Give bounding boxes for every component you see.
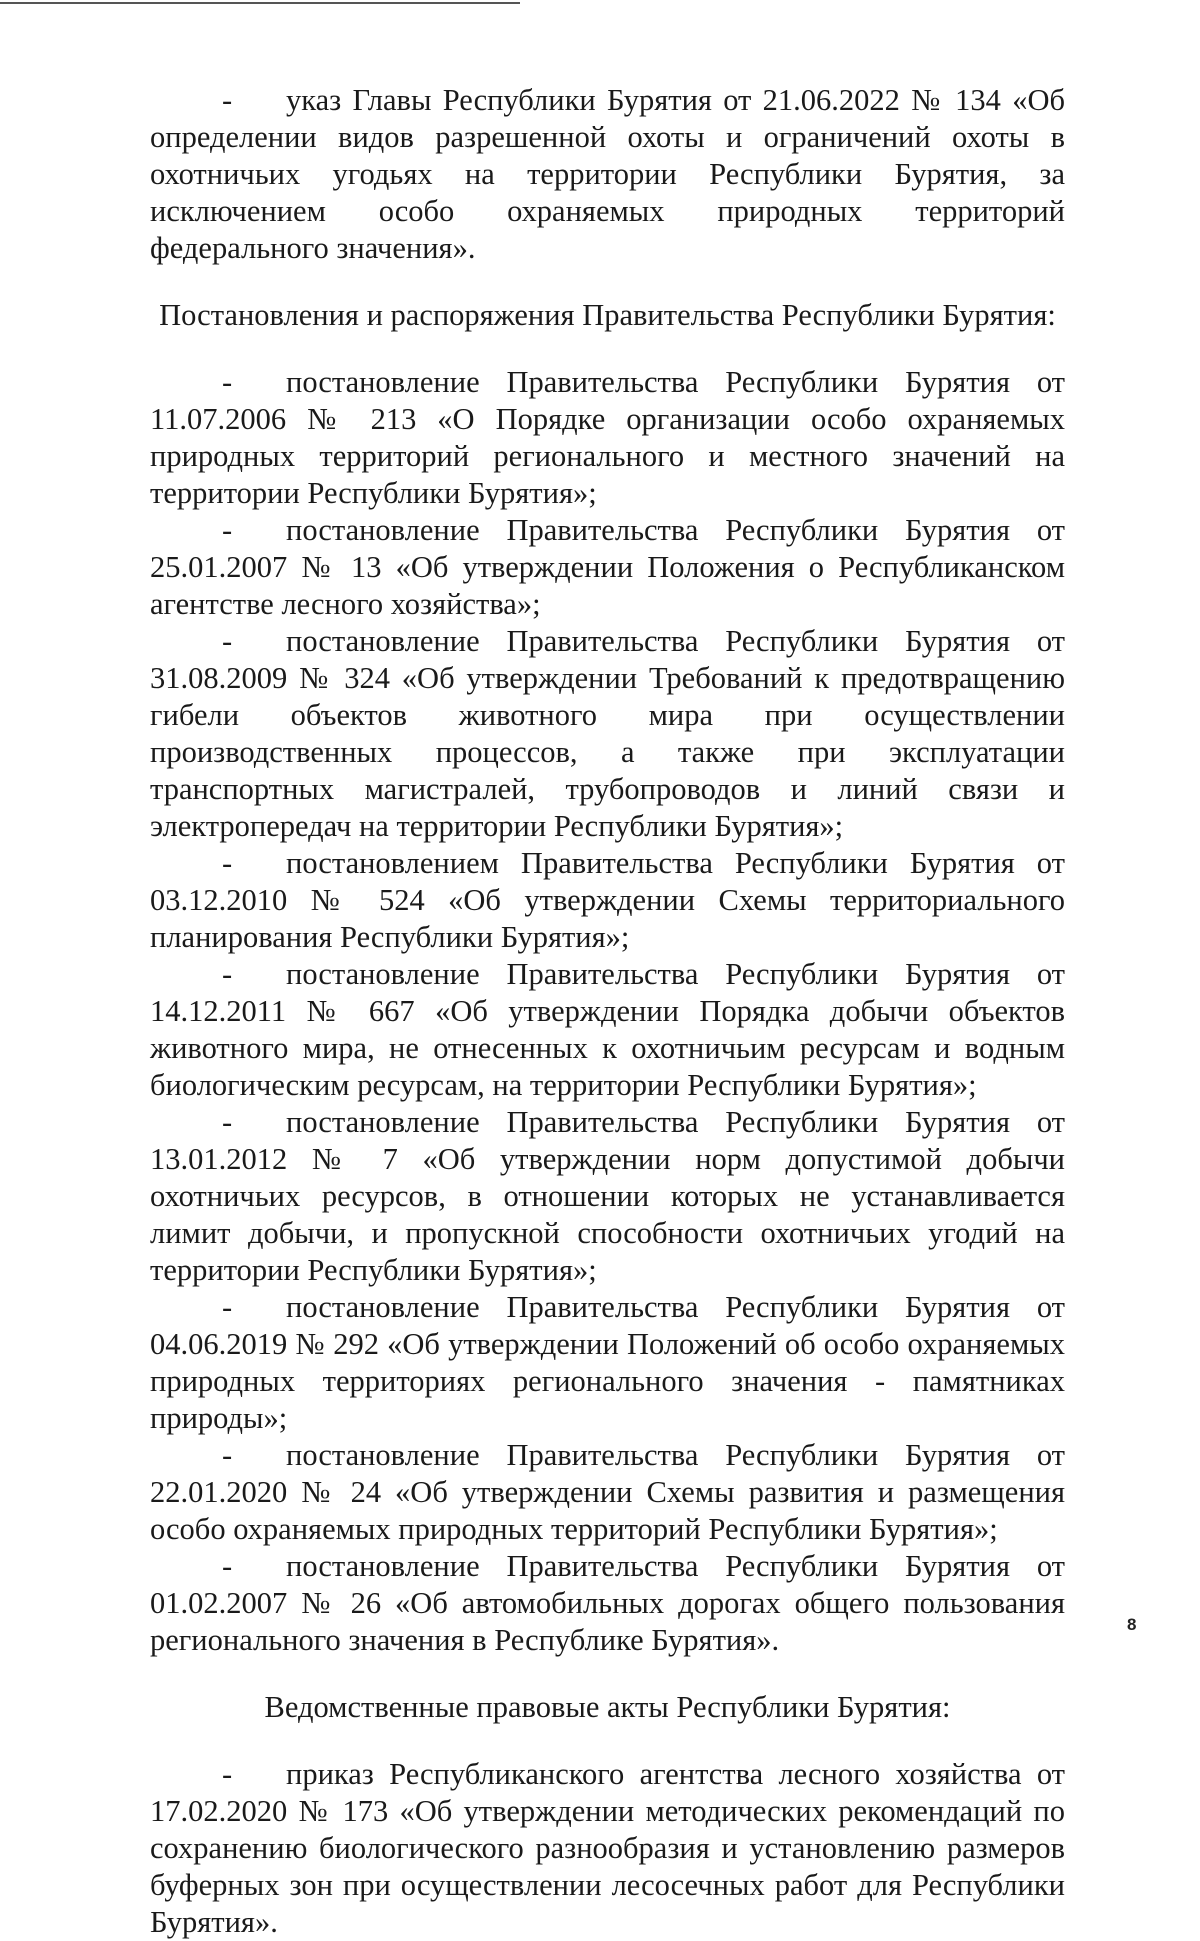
departmental-acts-list	[150, 1756, 1065, 1941]
list-item-text: постановление Правительства Республики Бурятия от 31.08.2009 № 324 «Об утверждении Требований к предотвращению гибели объектов животного мира при осуществлении производственных процессов, а также при эксплуатации транспортных магистралей, трубопроводов и линий связи и электропередач на территории Республики Бурятия»;	[150, 624, 1065, 843]
list-item	[150, 364, 1065, 512]
list-item-text: постановление Правительства Республики Бурятия от 25.01.2007 № 13 «Об утверждении Положения о Республиканском агентстве лесного хозяйства»;	[150, 513, 1065, 621]
bullet-dash: -	[222, 83, 233, 117]
list-item	[150, 623, 1065, 845]
bullet-dash: -	[222, 1105, 233, 1139]
list-item-text: постановление Правительства Республики Бурятия от 01.02.2007 № 26 «Об автомобильных дорогах общего пользования регионального значения в Республике Бурятия».	[150, 1549, 1065, 1657]
list-item	[150, 1437, 1065, 1548]
list-item-text: указ Главы Республики Бурятия от 21.06.2022 № 134 «Об определении видов разрешенной охоты и ограничений охоты в охотничьих угодьях на территории Республики Бурятия, за исключением особо охраняемых природных территорий федерального значения».	[150, 83, 1065, 265]
list-item	[150, 1289, 1065, 1437]
list-item-text: постановление Правительства Республики Бурятия от 04.06.2019 № 292 «Об утверждении Положений об особо охраняемых природных территориях регионального значения - памятниках природы»;	[150, 1290, 1065, 1435]
list-item-text: постановление Правительства Республики Бурятия от 11.07.2006 № 213 «О Порядке организации особо охраняемых природных территорий регионального и местного значений на территории Республики Бурятия»;	[150, 365, 1065, 510]
bullet-dash: -	[222, 957, 233, 991]
list-item	[150, 1756, 1065, 1941]
list-item	[150, 82, 1065, 267]
bullet-dash: -	[222, 1757, 233, 1791]
bullet-dash: -	[222, 1438, 233, 1472]
bullet-dash: -	[222, 1290, 233, 1324]
bullet-dash: -	[222, 365, 233, 399]
list-item-text: постановление Правительства Республики Бурятия от 14.12.2011 № 667 «Об утверждении Порядка добычи объектов животного мира, не отнесенных к охотничьим ресурсам и водным биологическим ресурсам, на территории Республики Бурятия»;	[150, 957, 1065, 1102]
scan-edge-line	[0, 2, 520, 4]
list-item	[150, 1548, 1065, 1659]
section-heading-government: Постановления и распоряжения Правительства Республики Бурятия:	[159, 298, 1056, 332]
list-item-text: постановление Правительства Республики Бурятия от 22.01.2020 № 24 «Об утверждении Схемы развития и размещения особо охраняемых природных территорий Республики Бурятия»;	[150, 1438, 1065, 1546]
section-heading-departmental: Ведомственные правовые акты Республики Бурятия:	[264, 1690, 951, 1724]
list-item	[150, 1104, 1065, 1289]
bullet-dash: -	[222, 513, 233, 547]
bullet-dash: -	[222, 624, 233, 658]
page-number: 8	[1127, 1615, 1137, 1634]
government-acts-list	[150, 364, 1065, 1659]
list-item-text: постановлением Правительства Республики Бурятия от 03.12.2010 № 524 «Об утверждении Схемы территориального планирования Республики Бурятия»;	[150, 846, 1065, 954]
list-item	[150, 512, 1065, 623]
list-item	[150, 956, 1065, 1104]
list-item-text: приказ Республиканского агентства лесного хозяйства от 17.02.2020 № 173 «Об утверждении методических рекомендаций по сохранению биологического разнообразия и установлению размеров буферных зон при осуществлении лесосечных работ для Республики Бурятия».	[150, 1757, 1065, 1939]
bullet-dash: -	[222, 846, 233, 880]
document-page	[150, 82, 1065, 1941]
list-item	[150, 845, 1065, 956]
bullet-dash: -	[222, 1549, 233, 1583]
list-item-text: постановление Правительства Республики Бурятия от 13.01.2012 № 7 «Об утверждении норм допустимой добычи охотничьих ресурсов, в отношении которых не устанавливается лимит добычи, и пропускной способности охотничьих угодий на территории Республики Бурятия»;	[150, 1105, 1065, 1287]
